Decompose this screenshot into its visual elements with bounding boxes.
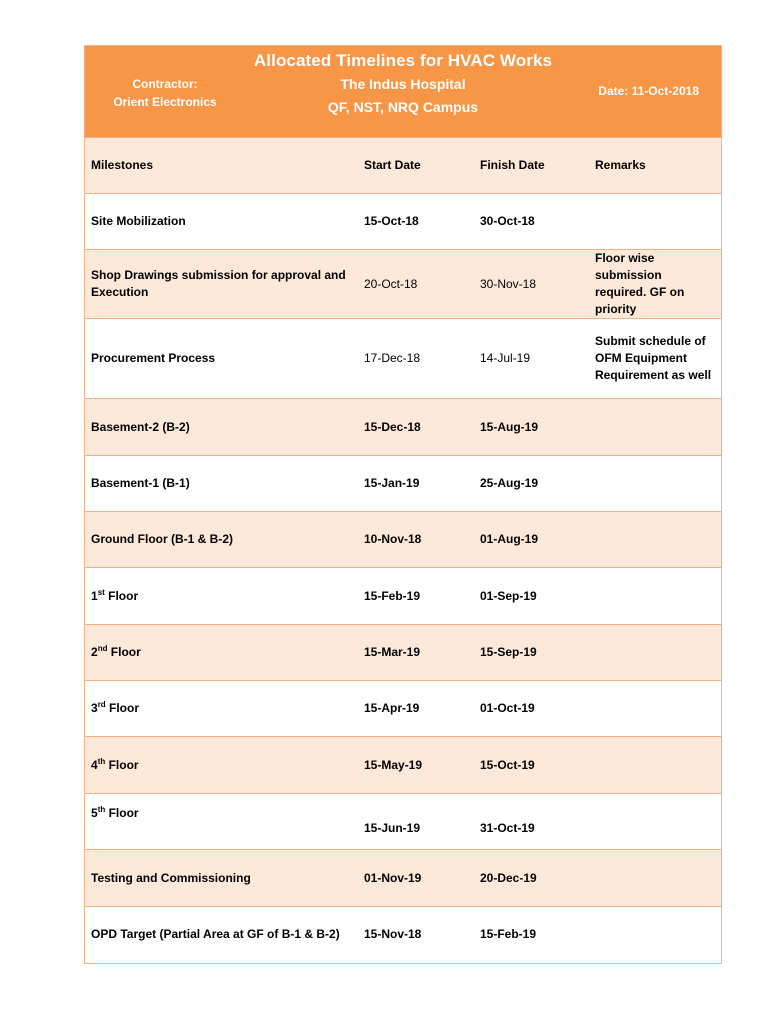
table-row [85,250,721,319]
ordinal-suffix: rd [97,700,106,709]
start-date-cell: 10-Nov-18 [358,512,474,568]
floor-number: 1 [91,588,98,603]
milestone-cell: Ground Floor (B-1 & B-2) [85,512,358,568]
start-date-cell: 15-Apr-19 [358,681,474,737]
column-header-finish: Finish Date [474,138,589,194]
remarks-cell [589,399,721,456]
table-row [85,850,721,907]
remarks-cell [589,737,721,794]
column-header-milestones: Milestones [85,138,358,194]
finish-date-cell: 01-Oct-19 [474,681,589,737]
finish-date-cell: 15-Feb-19 [474,907,589,963]
document-date: Date: 11-Oct-2018 [598,84,699,98]
ordinal-suffix: nd [97,644,108,653]
start-date-cell: 15-Jun-19 [358,794,474,850]
floor-number: 3 [91,701,98,715]
finish-date-cell: 31-Oct-19 [474,794,589,850]
remarks-cell [589,625,721,681]
milestones-table [85,137,721,963]
timeline-sheet [84,45,722,964]
finish-date-cell: 25-Aug-19 [474,456,589,512]
milestone-cell: Shop Drawings submission for approval and Execution [85,250,358,319]
start-date-cell: 15-Mar-19 [358,625,474,681]
remarks-cell: Submit schedule of OFM Equipment Requirement as well [589,319,721,399]
start-date-cell: 15-Feb-19 [358,568,474,625]
start-date-cell: 15-Oct-18 [358,194,474,250]
start-date-cell: 01-Nov-19 [358,850,474,907]
table-row [85,907,721,963]
remarks-cell [589,512,721,568]
milestone-cell: Testing and Commissioning [85,850,358,907]
table-row [85,681,721,737]
milestone-cell [85,794,358,850]
remarks-cell: Floor wise submission required. GF on priority [589,250,721,319]
ordinal-suffix: st [97,587,105,597]
finish-date-cell: 14-Jul-19 [474,319,589,399]
milestone-cell: OPD Target (Partial Area at GF of B-1 & B-2) [85,907,358,963]
table-row [85,456,721,512]
contractor-label: Contractor: [132,77,198,91]
column-header-start: Start Date [358,138,474,194]
hospital-name: The Indus Hospital [340,76,466,92]
start-date-cell: 15-Dec-18 [358,399,474,456]
start-date-cell: 20-Oct-18 [358,250,474,319]
remarks-cell [589,456,721,512]
ordinal-suffix: th [97,805,106,814]
start-date-cell: 15-May-19 [358,737,474,794]
finish-date-cell: 30-Nov-18 [474,250,589,319]
start-date-cell: 17-Dec-18 [358,319,474,399]
table-row [85,319,721,399]
table-header-row [85,138,721,194]
milestone-cell [85,681,358,737]
finish-date-cell: 15-Aug-19 [474,399,589,456]
remarks-cell [589,568,721,625]
campus-name: QF, NST, NRQ Campus [327,99,479,115]
column-header-remarks: Remarks [589,138,721,194]
remarks-cell [589,850,721,907]
milestone-cell: Site Mobilization [85,194,358,250]
table-row [85,512,721,568]
floor-label: Floor [104,588,139,603]
ordinal-suffix: th [97,756,106,766]
remarks-cell [589,194,721,250]
page-title: Allocated Timelines for HVAC Works [253,51,553,70]
finish-date-cell: 15-Oct-19 [474,737,589,794]
finish-date-cell: 30-Oct-18 [474,194,589,250]
milestone-cell [85,625,358,681]
floor-label: Floor [105,806,139,820]
floor-number: 5 [91,806,98,820]
finish-date-cell: 01-Aug-19 [474,512,589,568]
table-row [85,625,721,681]
start-date-cell: 15-Nov-18 [358,907,474,963]
milestone-cell [85,568,358,625]
table-row [85,399,721,456]
finish-date-cell: 20-Dec-19 [474,850,589,907]
remarks-cell [589,907,721,963]
floor-label: Floor [105,701,140,715]
remarks-cell [589,681,721,737]
finish-date-cell: 15-Sep-19 [474,625,589,681]
start-date-cell: 15-Jan-19 [358,456,474,512]
floor-label: Floor [107,645,141,659]
table-row [85,794,721,850]
milestone-cell: Basement-1 (B-1) [85,456,358,512]
floor-label: Floor [105,757,139,772]
milestone-cell [85,737,358,794]
floor-number: 2 [91,645,98,659]
sheet-header [85,46,721,137]
remarks-cell [589,794,721,850]
milestone-cell: Basement-2 (B-2) [85,399,358,456]
contractor-block [95,75,235,111]
milestone-cell: Procurement Process [85,319,358,399]
finish-date-cell: 01-Sep-19 [474,568,589,625]
contractor-name: Orient Electronics [113,95,217,109]
table-row [85,194,721,250]
table-row [85,568,721,625]
table-row [85,737,721,794]
floor-number: 4 [91,757,98,772]
